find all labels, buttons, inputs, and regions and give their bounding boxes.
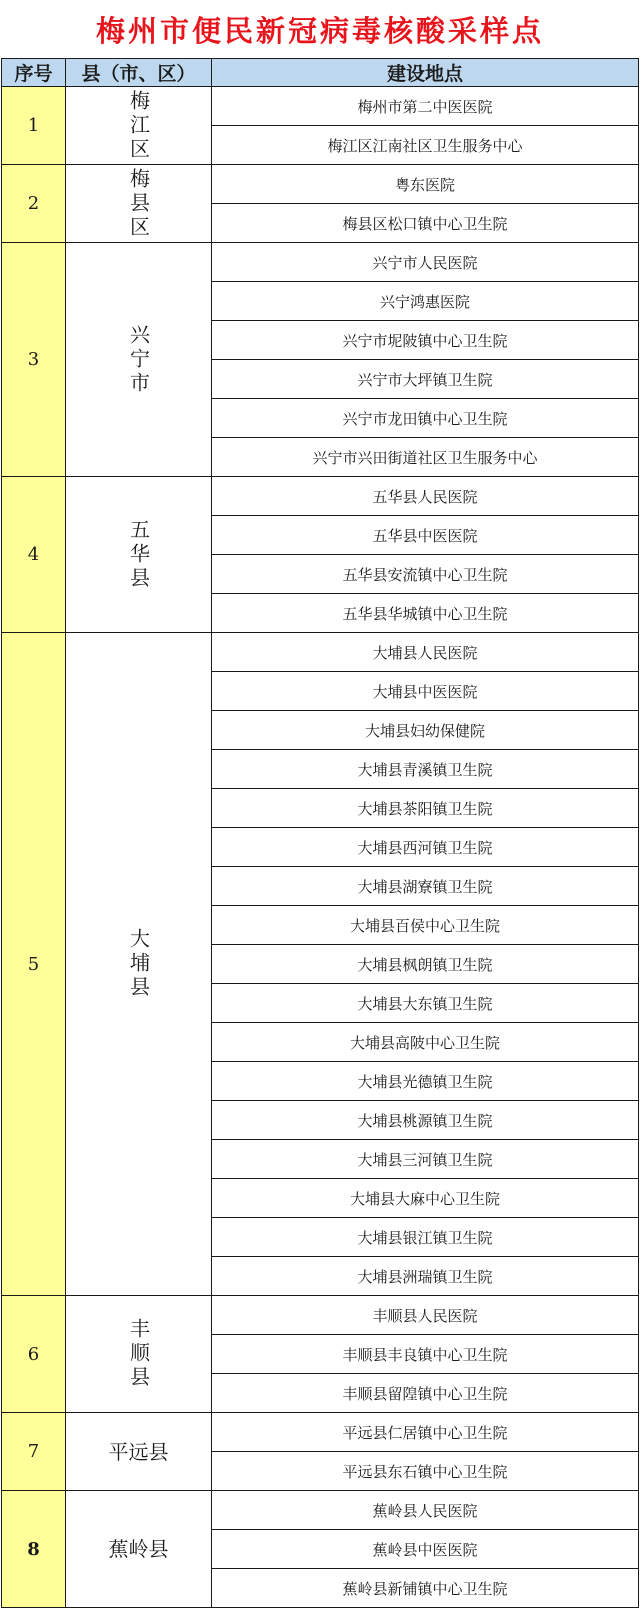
site-name: 大埔县湖寮镇卫生院: [212, 867, 639, 906]
table-body: [2, 87, 639, 1608]
site-name: 蕉岭县人民医院: [212, 1491, 639, 1530]
site-name: 五华县人民医院: [212, 477, 639, 516]
table-row: [2, 1413, 639, 1452]
county-name: 丰顺县: [66, 1296, 212, 1413]
row-number: 8: [2, 1491, 66, 1608]
site-name: 梅县区松口镇中心卫生院: [212, 204, 639, 243]
site-name: 丰顺县留隍镇中心卫生院: [212, 1374, 639, 1413]
site-name: 平远县东石镇中心卫生院: [212, 1452, 639, 1491]
county-name: 梅江区: [66, 87, 212, 165]
site-name: 大埔县大东镇卫生院: [212, 984, 639, 1023]
site-name: 兴宁市坭陂镇中心卫生院: [212, 321, 639, 360]
site-name: 平远县仁居镇中心卫生院: [212, 1413, 639, 1452]
site-name: 五华县中医医院: [212, 516, 639, 555]
table-row: [2, 633, 639, 672]
row-number: 4: [2, 477, 66, 633]
row-number: 1: [2, 87, 66, 165]
county-name: 兴宁市: [66, 243, 212, 477]
site-name: 大埔县中医医院: [212, 672, 639, 711]
table-row: [2, 1491, 639, 1530]
county-name: 蕉岭县: [66, 1491, 212, 1608]
county-name: 平远县: [66, 1413, 212, 1491]
table-row: [2, 1296, 639, 1335]
site-name: 大埔县茶阳镇卫生院: [212, 789, 639, 828]
site-name: 大埔县妇幼保健院: [212, 711, 639, 750]
page-title: 梅州市便民新冠病毒核酸采样点: [95, 13, 544, 48]
county-name: 梅县区: [66, 165, 212, 243]
county-name: 大埔县: [66, 633, 212, 1296]
row-number: 3: [2, 243, 66, 477]
site-name: 丰顺县人民医院: [212, 1296, 639, 1335]
site-name: 大埔县高陂中心卫生院: [212, 1023, 639, 1062]
site-name: 大埔县枫朗镇卫生院: [212, 945, 639, 984]
site-name: 大埔县青溪镇卫生院: [212, 750, 639, 789]
site-name: 蕉岭县中医医院: [212, 1530, 639, 1569]
sampling-sites-table: [1, 58, 639, 1608]
row-number: 7: [2, 1413, 66, 1491]
site-name: 大埔县光德镇卫生院: [212, 1062, 639, 1101]
site-name: 兴宁市人民医院: [212, 243, 639, 282]
site-name: 兴宁鸿惠医院: [212, 282, 639, 321]
site-name: 丰顺县丰良镇中心卫生院: [212, 1335, 639, 1374]
table-row: [2, 477, 639, 516]
site-name: 五华县华城镇中心卫生院: [212, 594, 639, 633]
site-name: 大埔县人民医院: [212, 633, 639, 672]
title-bar: [0, 0, 640, 58]
header-row: [2, 59, 639, 87]
header-site: 建设地点: [212, 59, 639, 87]
site-name: 梅江区江南社区卫生服务中心: [212, 126, 639, 165]
county-name: 五华县: [66, 477, 212, 633]
site-name: 大埔县桃源镇卫生院: [212, 1101, 639, 1140]
site-name: 大埔县银江镇卫生院: [212, 1218, 639, 1257]
site-name: 兴宁市龙田镇中心卫生院: [212, 399, 639, 438]
site-name: 兴宁市大坪镇卫生院: [212, 360, 639, 399]
site-name: 大埔县大麻中心卫生院: [212, 1179, 639, 1218]
row-number: 5: [2, 633, 66, 1296]
site-name: 大埔县三河镇卫生院: [212, 1140, 639, 1179]
table-row: [2, 165, 639, 204]
site-name: 粤东医院: [212, 165, 639, 204]
site-name: 兴宁市兴田街道社区卫生服务中心: [212, 438, 639, 477]
site-name: 大埔县西河镇卫生院: [212, 828, 639, 867]
site-name: 大埔县百侯中心卫生院: [212, 906, 639, 945]
row-number: 6: [2, 1296, 66, 1413]
table-row: [2, 243, 639, 282]
row-number: 2: [2, 165, 66, 243]
site-name: 蕉岭县新铺镇中心卫生院: [212, 1569, 639, 1608]
site-name: 五华县安流镇中心卫生院: [212, 555, 639, 594]
site-name: 梅州市第二中医医院: [212, 87, 639, 126]
table-row: [2, 87, 639, 126]
header-no: 序号: [2, 59, 66, 87]
header-county: 县（市、区）: [66, 59, 212, 87]
site-name: 大埔县洲瑞镇卫生院: [212, 1257, 639, 1296]
